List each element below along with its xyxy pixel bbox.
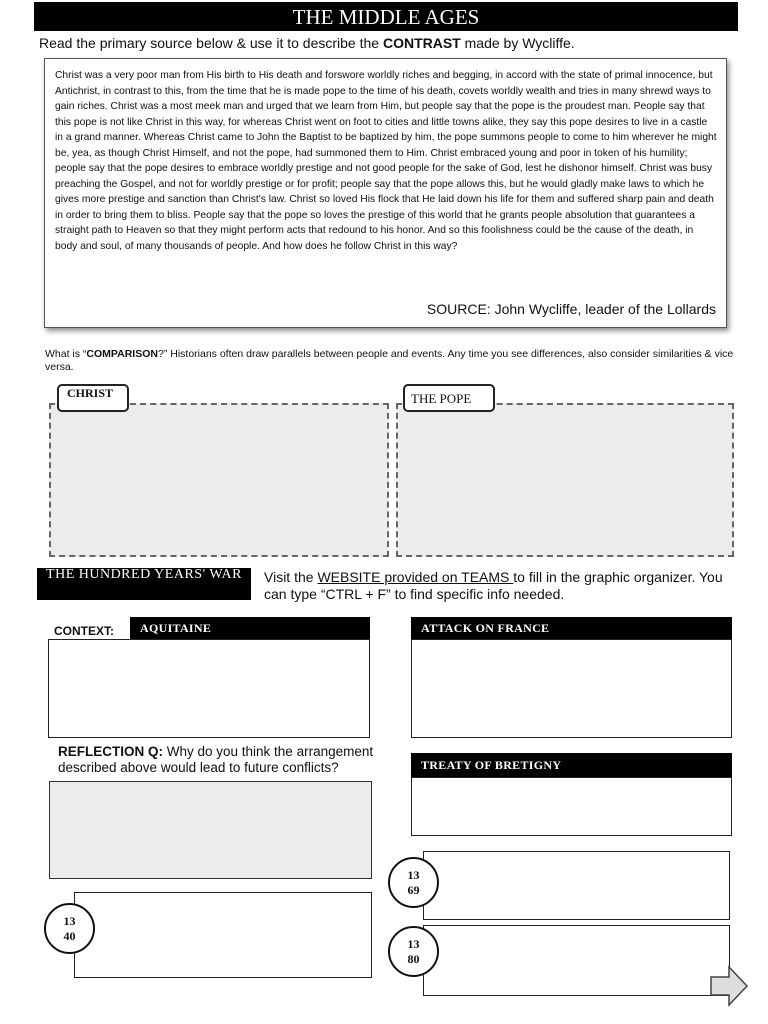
intro-suffix: made by Wycliffe. xyxy=(460,35,575,51)
intro-emphasis: CONTRAST xyxy=(382,35,461,51)
intro-prefix: Read the primary source below & use it to describe the xyxy=(39,35,383,51)
year-1369-bottom: 69 xyxy=(407,882,420,897)
pope-answer-box[interactable] xyxy=(396,403,734,557)
intro-instruction xyxy=(39,35,739,51)
year-1340-answer-box[interactable] xyxy=(74,892,372,978)
primary-source-box xyxy=(44,58,727,328)
year-1340-badge xyxy=(44,903,95,954)
pope-label: THE POPE xyxy=(403,384,495,412)
website-instruction xyxy=(264,569,734,603)
comparison-suffix: ?” Historians often draw parallels between people and events. Any time you see differences, also consider similarities & vice versa. xyxy=(45,348,734,373)
christ-label: CHRIST xyxy=(57,384,129,412)
treaty-of-bretigny-header: TREATY OF BRETIGNY xyxy=(411,753,732,777)
aquitaine-answer-box[interactable] xyxy=(48,639,370,738)
reflection-answer-box[interactable] xyxy=(49,781,372,879)
year-1369-answer-box[interactable] xyxy=(423,851,730,920)
year-1380-top: 13 xyxy=(407,936,420,951)
reflection-question xyxy=(58,744,378,776)
christ-answer-box[interactable] xyxy=(49,403,389,557)
comparison-prefix: What is “ xyxy=(45,348,87,360)
hundred-years-war-title: THE HUNDRED YEARS' WAR xyxy=(37,568,251,600)
treaty-answer-box[interactable] xyxy=(411,777,732,836)
year-1340-bottom: 40 xyxy=(63,928,76,943)
reflection-text: Why do you think the arrangement described above would lead to future conflicts? xyxy=(58,744,374,775)
comparison-emphasis: COMPARISON xyxy=(86,348,158,360)
visit-suffix: to fill in the graphic organizer. You can type “CTRL + F” to find specific info needed. xyxy=(264,569,723,602)
year-1340-top: 13 xyxy=(63,913,76,928)
comparison-note xyxy=(45,348,745,374)
primary-source-text: Christ was a very poor man from His birth to His death and forswore worldly riches and begging, in accord with the state of primal innocence, but Antichrist, in contrast to this, from the time that he is made pope to the time of his death, covets worldly wealth and tries in many shrewd ways to gain riches. Christ was a most meek man and urged that we learn from Him, but people say that the pope is the proudest man. People say that this pope is not like Christ in this way, for whereas Christ went on foot to cities and little towns alike, they say this pope desires to live in a castle in a grand manner. Whereas Christ came to John the Baptist to be baptized by him, the pope summons people to come to him wherever he might be, yea, as though Christ Himself, and not the pope, had summoned them to Him. Christ embraced young and poor in token of his humility; people say that the pope desires to embrace worldly prestige and not good people for the sake of God, lest he dishonor himself. Christ was busy preaching the Gospel, and not for worldly prestige or for profit; people say that the pope allows this, but he would gladly make laws to which he gives more prestige and sanction than Christ's law. Christ so loved His flock that He laid down his life for them and suffered sharp pain and death in order to bring them to bliss. People say that the pope so loves the prestige of this world that he grants people absolution that guarantees a straight path to Heaven so that they might perform acts that redound to his honor. And so this foolishness could be the cause of the death, in body and soul, of many thousands of people. And how does he follow Christ in this way? xyxy=(55,70,717,252)
aquitaine-header: AQUITAINE xyxy=(130,617,370,639)
year-1369-badge xyxy=(388,857,439,908)
year-1380-answer-box[interactable] xyxy=(423,925,730,996)
year-1380-badge xyxy=(388,926,439,977)
website-link[interactable]: WEBSITE provided on TEAMS xyxy=(317,569,514,585)
reflection-label: REFLECTION Q: xyxy=(58,744,163,759)
attack-on-france-header: ATTACK ON FRANCE xyxy=(411,617,732,639)
year-1380-bottom: 80 xyxy=(407,951,420,966)
page-title: THE MIDDLE AGES xyxy=(34,2,738,31)
arrow-right-icon[interactable] xyxy=(709,965,749,1007)
source-credit: SOURCE: John Wycliffe, leader of the Lollards xyxy=(426,301,716,317)
visit-prefix: Visit the xyxy=(264,569,318,585)
context-label: CONTEXT: xyxy=(54,624,114,638)
year-1369-top: 13 xyxy=(407,867,420,882)
attack-on-france-answer-box[interactable] xyxy=(411,639,732,738)
